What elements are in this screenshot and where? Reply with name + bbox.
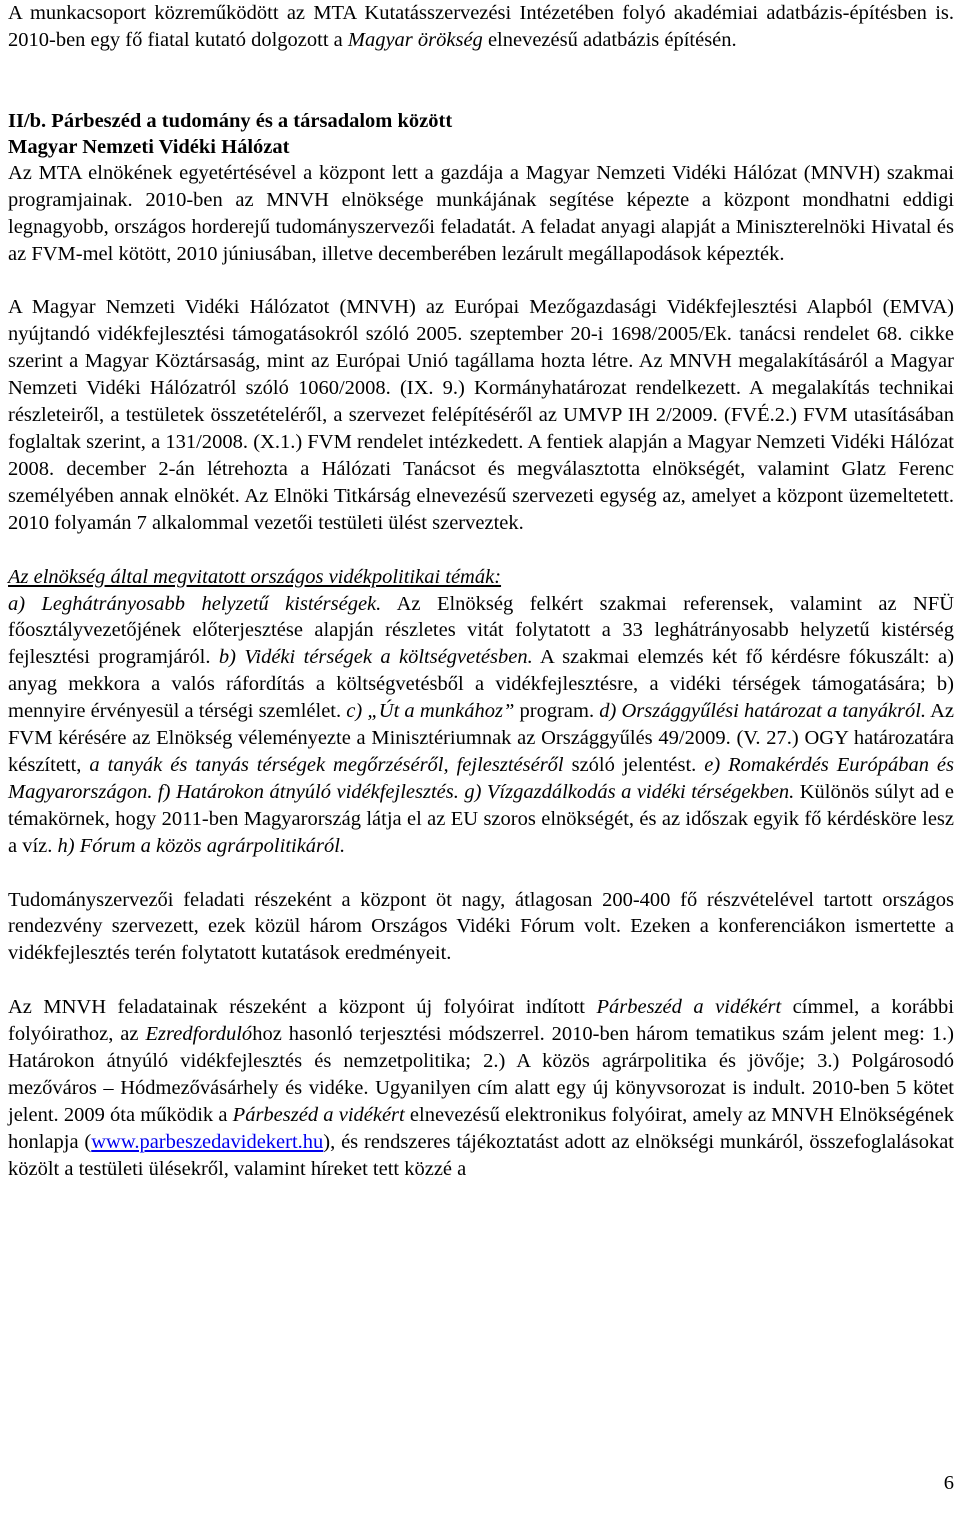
mnvh-paragraph-1: Az MTA elnökének egyetértésével a központ lett a gazdája a Magyar Nemzeti Vidéki Hálózat (MNVH) szakmai programjainak. 2010-ben az MNVH elnöksége munkájának segítése képezte a központ mondhatni eddigi legnagyobb, országos horderejű tudományszervezői feladatát. A feladat anyagi alapját a Miniszterelnöki Hivatal és az FVM-mel kötött, 2010 júniusában, illetve decemberében lezárult megállapodások képezték.: [8, 161, 954, 265]
journal-text-1: Az MNVH feladatainak részeként a központ új folyóirat indított: [8, 996, 597, 1019]
ejournal-title: Párbeszéd a vidékért: [232, 1103, 405, 1126]
document-page: [8, 0, 954, 1183]
topic-b: b) Vidéki térségek a költségvetésben.: [218, 646, 533, 669]
topic-b-text: A szakmai elemzés két fő kérdésre fókuszált: a) anyag mekkora a valós ráfordítás a költségvetésből a vidékfejlesztésre, a vidéki térségek támogatására; b) mennyire érvényesül a térségi szemlélet.: [8, 646, 954, 723]
intro-text: A munkacsoport közreműködött az MTA Kutatásszervezési Intézetében folyó akadémiai adatbázis-építésben is. 2010-ben egy fő fiatal kutató dolgozott a: [8, 2, 954, 51]
topic-a: a) Leghátrányosabb helyzetű kistérségek.: [8, 592, 382, 615]
topic-g-text: Különös súlyt ad e témakörnek, hogy 2011-ben Magyarország látja el az EU szoros elnökségét, és az időszak egyik fő kérdésköre lesz a víz.: [8, 780, 955, 857]
topic-d-text: Az FVM kérésére az Elnökség véleményezte a Minisztériumnak az Országgyűlés 49/2009. (V. 27.) OGY határozatára készített,: [8, 700, 954, 776]
section-subtitle: Magyar Nemzeti Vidéki Hálózat: [8, 135, 290, 158]
topic-c: c) „Út a munkához”: [346, 700, 515, 723]
topic-a-text: Az Elnökség felkért szakmai referensek, valamint az NFÜ főosztályvezetőjének előterjesztése alapján részletes vitát folytatott a 33 leghátrányosabb helyzetű kistérség fejlesztési programjáról.: [8, 592, 955, 669]
topics-title: Az elnökség által megvitatott országos vidékpolitikai témák:: [8, 565, 502, 588]
topic-c-text: program.: [514, 700, 600, 723]
intro-text-end: elnevezésű adatbázis építésén.: [482, 28, 737, 51]
journal-text-3: hoz hasonló terjesztési módszerrel. 2010-ben három tematikus szám jelent meg: 1.) Határokon átnyúló vidékfejlesztés és nemzetpolitika; 2.) A közös agrárpolitika és jövője; 3.) Polgárosodó mezőváros – Hódmezővásárhely és vidéke. Ugyanilyen cím alatt egy új könyvsorozat is indult. 2010-ben 5 kötet jelent. 2009 óta működik a: [8, 1023, 954, 1126]
section-title: II/b. Párbeszéd a tudomány és a társadalom között: [8, 109, 453, 132]
mnvh-paragraph-2: A Magyar Nemzeti Vidéki Hálózatot (MNVH) az Európai Mezőgazdasági Vidékfejlesztési Alapból (EMVA) nyújtandó vidékfejlesztési támogatásokról szóló 2005. szeptember 20-i 1698/2005/Ek. tanácsi rendelet 68. cikke szerint a Magyar Köztársaság, mint az Európai Unió tagállama hozta létre. Az MNVH megalakításáról a Magyar Nemzeti Vidéki Hálózatról szóló 1060/2008. (IX. 9.) Kormányhatározat rendelkezett. A megalakítás technikai részleteiről, a testületek összetételéről, a szervezet felépítéséről az UMVP IH 2/2009. (FVÉ.2.) FVM utasításában foglaltak szerint, a 131/2008. (X.1.) FVM rendelet intézkedett. A fentiek alapján a Magyar Nemzeti Vidéki Hálózat 2008. december 2-án létrehozta a Hálózati Tanácsot és megválasztotta elnökségét, valamint Glatz Ferenc személyében annak elnökét. Az Elnöki Titkárság elnevezésű szervezeti egység az, amelyet a központ üzemeltetett. 2010 folyamán 7 alkalommal vezetői testületi ülést szerveztek.: [8, 296, 954, 534]
journal-text-4: elnevezésű elektronikus folyóirat, amely az MNVH Elnökségének honlapja (: [8, 1103, 954, 1153]
journal-title: Párbeszéd a vidékért: [596, 996, 782, 1019]
topic-e-f-g: e) Romakérdés Európában és Magyarországon. f) Határokon átnyúló vidékfejlesztés. g) Vízgazdálkodás a vidéki térségekben.: [8, 753, 954, 803]
journal-text-2: címmel, a korábbi folyóirathoz, az: [8, 996, 954, 1046]
section-heading: [8, 108, 954, 160]
intro-paragraph: [8, 0, 954, 54]
intro-database-name: Magyar örökség: [347, 28, 483, 51]
topic-d-report: a tanyák és tanyás térségek megőrzéséről, fejlesztéséről: [89, 753, 564, 776]
topic-d: d) Országgyűlési határozat a tanyákról.: [599, 700, 927, 723]
page-number: 6: [943, 1472, 954, 1494]
website-link[interactable]: www.parbeszedavidekert.hu: [91, 1130, 324, 1153]
journal-text-5: ), és rendszeres tájékoztatást adott az elnökségi munkáról, összefoglalásokat közölt a testületi ülésekről, valamint híreket tett közzé a: [8, 1130, 954, 1180]
topic-h: h) Fórum a közös agrárpolitikáról.: [57, 834, 346, 857]
journal-paragraph: [8, 994, 954, 1182]
events-paragraph: Tudományszervezői feladati részeként a központ öt nagy, átlagosan 200-400 fő részvételével tartott országos rendezvény szervezett, ezek közül három Országos Vidéki Fórum volt. Ezeken a konferenciákon ismertette a vidékfejlesztés terén folytatott kutatások eredményeit.: [8, 888, 954, 965]
topics-paragraph: [8, 591, 954, 860]
topic-d-text-2: szóló jelentést.: [563, 753, 705, 776]
previous-journal-title: Ezredforduló: [145, 1023, 253, 1046]
